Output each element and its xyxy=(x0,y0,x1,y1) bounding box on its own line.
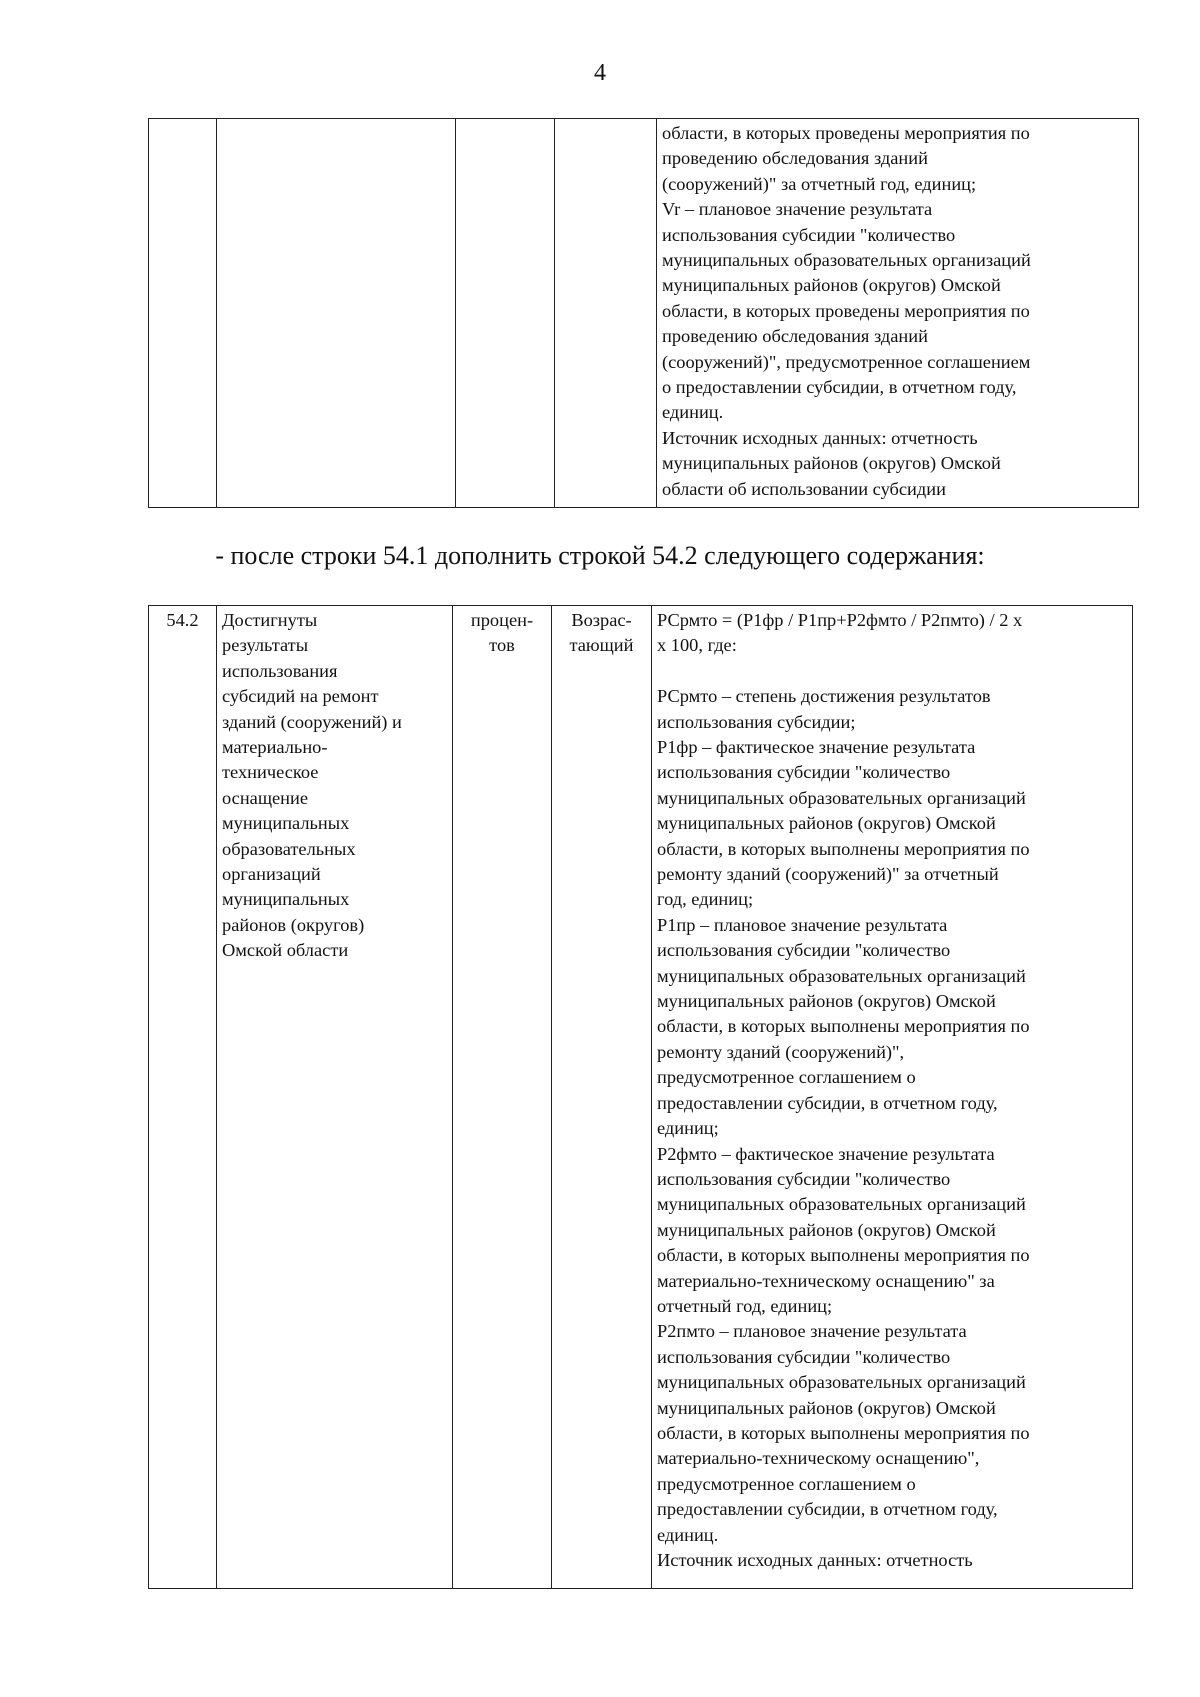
text-line: муниципальных образовательных организаций xyxy=(657,1194,1026,1215)
text-line: год, единиц; xyxy=(657,889,754,910)
text-line: Достигнуты xyxy=(222,610,318,630)
text-line: муниципальных районов (округов) Омской xyxy=(662,453,1001,474)
text-line: Источник исходных данных: отчетность xyxy=(662,427,978,448)
unit-cell xyxy=(453,606,552,1589)
indicator-name xyxy=(222,608,447,964)
text-line: РСрмто = (Р1фр / Р1пр+Р2фмто / Р2пмто) / 2 х xyxy=(657,610,1023,630)
text-line: использования субсидии "количество xyxy=(657,1168,951,1189)
table-row xyxy=(149,119,1139,508)
text-line: области, в которых проведены мероприятия по xyxy=(662,123,1030,143)
text-line: ремонту зданий (сооружений)", xyxy=(657,1041,905,1062)
text-line: ремонту зданий (сооружений)" за отчетный xyxy=(657,864,999,885)
row-number-cell xyxy=(149,119,217,508)
text-line: использования субсидии; xyxy=(657,711,856,732)
text-line: отчетный год, единиц; xyxy=(657,1295,833,1316)
text-line: Р1фр – фактическое значение результата xyxy=(657,737,976,758)
text-line: Vr – плановое значение результата xyxy=(662,199,933,220)
text-line: муниципальных районов (округов) Омской xyxy=(657,813,996,834)
text-line: муниципальных образовательных организаций xyxy=(657,965,1026,986)
text-line: области, в которых проведены мероприятия по xyxy=(662,300,1030,321)
text-line: предоставлении субсидии, в отчетном году, xyxy=(657,1092,998,1113)
text-line: области, в которых выполнены мероприятия по xyxy=(657,1016,1030,1037)
text-line: использования субсидии "количество xyxy=(657,940,951,961)
text-line: использования субсидии "количество xyxy=(657,762,951,783)
continued-indicator-table xyxy=(148,118,1139,508)
indicator-cell xyxy=(217,119,456,508)
direction-cell xyxy=(555,119,657,508)
unit-text xyxy=(458,608,546,659)
text-line: муниципальных образовательных организаций xyxy=(657,787,1026,808)
text-line xyxy=(657,659,1127,684)
text-line: районов (округов) xyxy=(222,914,365,935)
text-line: области об использовании субсидии xyxy=(662,478,946,499)
table-row xyxy=(149,606,1133,1589)
text-line: муниципальных районов (округов) Омской xyxy=(657,991,996,1012)
text-line: результаты xyxy=(222,635,309,656)
formula-text xyxy=(662,121,1133,502)
text-line: Омской области xyxy=(222,940,349,961)
text-line: использования xyxy=(222,660,338,681)
row-number-cell xyxy=(149,606,217,1589)
row-number: 54.2 xyxy=(166,610,199,630)
new-indicator-table xyxy=(148,605,1133,1589)
text-line: техническое xyxy=(222,762,319,783)
text-line: проведению обследования зданий xyxy=(662,326,928,347)
text-line: (сооружений)", предусмотренное соглашением xyxy=(662,351,1031,372)
text-line: субсидий на ремонт xyxy=(222,686,379,707)
text-line: оснащение xyxy=(222,787,308,808)
text-line: тающий xyxy=(569,635,634,656)
formula-cell xyxy=(652,606,1133,1589)
text-line: муниципальных xyxy=(222,813,350,834)
text-line: муниципальных xyxy=(222,889,350,910)
text-line: муниципальных образовательных организаций xyxy=(657,1372,1026,1393)
text-line: Р2пмто – плановое значение результата xyxy=(657,1321,967,1342)
unit-cell xyxy=(456,119,555,508)
text-line: предусмотренное соглашением о xyxy=(657,1067,916,1088)
text-line: проведению обследования зданий xyxy=(662,148,928,169)
text-line: использования субсидии "количество xyxy=(657,1346,951,1367)
text-line: предоставлении субсидии, в отчетном году, xyxy=(657,1499,998,1520)
text-line: единиц; xyxy=(657,1118,719,1139)
direction-text xyxy=(557,608,646,659)
text-line: Возрас- xyxy=(571,610,632,630)
text-line: Р2фмто – фактическое значение результата xyxy=(657,1143,995,1164)
page-number: 4 xyxy=(594,60,606,86)
text-line: использования субсидии "количество xyxy=(662,224,956,245)
text-line: о предоставлении субсидии, в отчетном году, xyxy=(662,377,1017,398)
text-line: Источник исходных данных: отчетность xyxy=(657,1550,973,1571)
text-line: муниципальных образовательных организаций xyxy=(662,250,1031,271)
text-line: тов xyxy=(489,635,515,656)
text-line: (сооружений)" за отчетный год, единиц; xyxy=(662,173,977,194)
direction-cell xyxy=(552,606,652,1589)
text-line: предусмотренное соглашением о xyxy=(657,1473,916,1494)
text-line: зданий (сооружений) и xyxy=(222,711,402,732)
text-line: области, в которых выполнены мероприятия по xyxy=(657,838,1030,859)
text-line: процен- xyxy=(470,610,534,630)
formula-text xyxy=(657,608,1127,1573)
formula-cell xyxy=(657,119,1139,508)
indicator-cell xyxy=(217,606,453,1589)
text-line: области, в которых выполнены мероприятия по xyxy=(657,1245,1030,1266)
text-line: материально-техническому оснащению" за xyxy=(657,1270,995,1291)
text-line: материально- xyxy=(222,737,328,758)
text-line: образовательных xyxy=(222,838,356,859)
text-line: х 100, где: xyxy=(657,635,737,656)
insert-instruction: - после строки 54.1 дополнить строкой 54.2 следующего содержания: xyxy=(215,541,985,570)
text-line: муниципальных районов (округов) Омской xyxy=(657,1219,996,1240)
text-line: Р1пр – плановое значение результата xyxy=(657,914,948,935)
text-line: муниципальных районов (округов) Омской xyxy=(657,1397,996,1418)
text-line: единиц. xyxy=(657,1524,719,1545)
text-line: организаций xyxy=(222,864,321,885)
text-line: области, в которых выполнены мероприятия по xyxy=(657,1422,1030,1443)
text-line: РСрмто – степень достижения результатов xyxy=(657,686,991,707)
text-line: материально-техническому оснащению", xyxy=(657,1448,980,1469)
text-line: единиц. xyxy=(662,402,724,423)
text-line: муниципальных районов (округов) Омской xyxy=(662,275,1001,296)
